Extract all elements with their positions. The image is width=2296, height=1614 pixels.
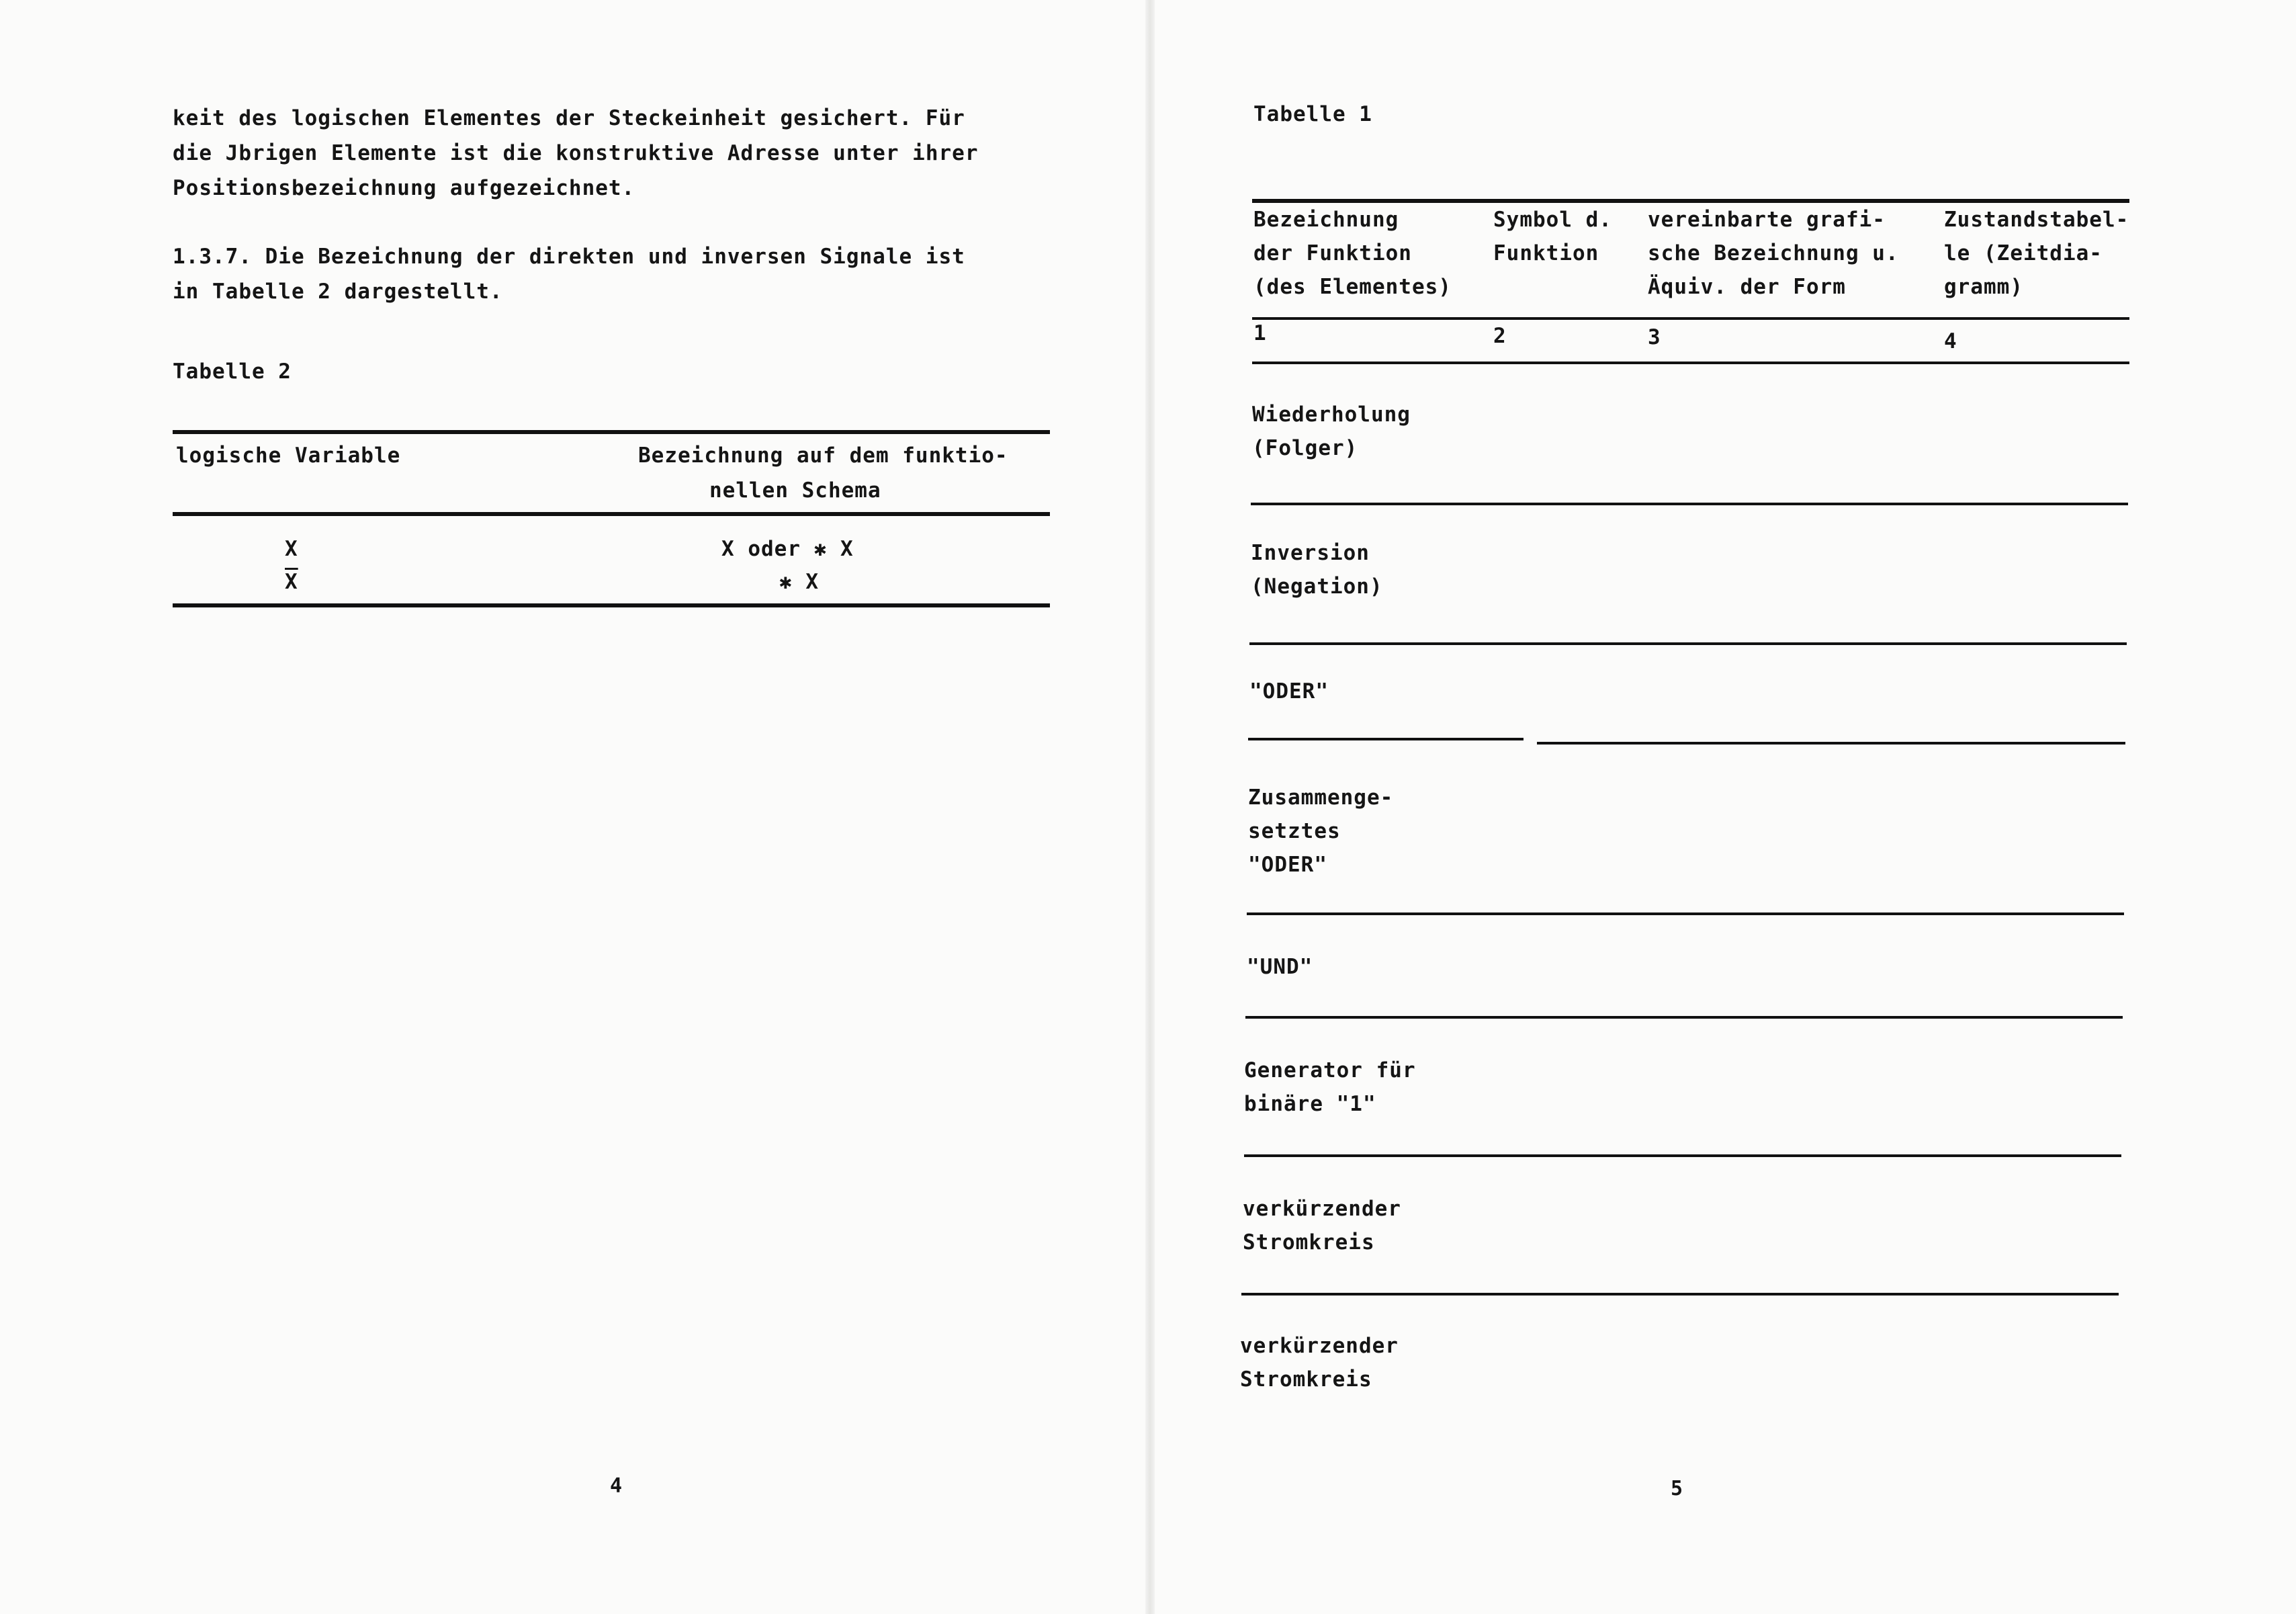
table1-header-designation: [1253, 203, 1452, 304]
table2-variable-inverse: $\overline{X}$: [285, 570, 298, 594]
function-name-compound-or: [1248, 781, 1393, 882]
header-line: Symbol d.: [1493, 208, 1612, 232]
table-rule: [1252, 317, 2129, 320]
text-line: 1.3.7. Die Bezeichnung der direkten und inversen Signale ist: [173, 245, 965, 269]
table2-caption: Tabelle 2: [173, 359, 292, 384]
function-name-generator: [1244, 1054, 1416, 1121]
column-number: 3: [1648, 325, 1661, 349]
function-line: Generator für: [1244, 1058, 1416, 1082]
table-rule: [173, 512, 1050, 516]
function-name-short-circuit: [1240, 1329, 1399, 1396]
function-line: verkürzender: [1243, 1197, 1401, 1221]
function-line: binäre "1": [1244, 1092, 1376, 1116]
function-line: Wiederholung: [1252, 402, 1411, 427]
function-line: "UND": [1247, 955, 1313, 979]
table1-header-symbol: [1493, 203, 1612, 270]
table1-header-state-table: [1944, 203, 2129, 304]
function-name-short-circuit: [1243, 1192, 1401, 1259]
text-line: die Jbrigen Elemente ist die konstruktive Adresse unter ihrer: [173, 141, 979, 165]
row-separator: [1251, 503, 2128, 505]
header-line: gramm): [1944, 275, 2023, 299]
table-rule: [173, 430, 1050, 434]
function-line: Inversion: [1251, 541, 1370, 565]
body-paragraph: [173, 101, 978, 206]
function-name-and: [1247, 950, 1313, 984]
header-line: Zustandstabel-: [1944, 208, 2129, 232]
table2-designation-inverse: ✱ X: [779, 570, 819, 594]
function-name-repeater: [1252, 398, 1411, 465]
header-line: sche Bezeichnung u.: [1648, 241, 1899, 265]
table-rule: [173, 603, 1050, 607]
header-line: der Funktion: [1253, 241, 1412, 265]
section-paragraph: [173, 239, 965, 309]
table2-variable-direct: X: [285, 537, 298, 561]
function-line: verkürzender: [1240, 1334, 1399, 1358]
header-line: Äquiv. der Form: [1648, 275, 1846, 299]
page-number: 5: [1671, 1477, 1684, 1500]
function-line: setztes: [1248, 819, 1341, 843]
text-line: Positionsbezeichnung aufgezeichnet.: [173, 176, 635, 200]
function-line: (Negation): [1251, 575, 1383, 599]
function-line: "ODER": [1249, 679, 1329, 704]
row-separator: [1245, 1016, 2123, 1019]
text-line: in Tabelle 2 dargestellt.: [173, 280, 503, 304]
table1-header-graphic: [1648, 203, 1899, 304]
page-number: 4: [610, 1474, 623, 1498]
table2-designation-direct: X oder ✱ X: [721, 537, 854, 561]
text-line: keit des logischen Elementes der Steckeinheit gesichert. Für: [173, 106, 965, 130]
table1-caption: Tabelle 1: [1253, 102, 1372, 126]
function-line: "ODER": [1248, 853, 1327, 877]
table-rule: [1252, 362, 2129, 364]
header-line: (des Elementes): [1253, 275, 1452, 299]
function-line: (Folger): [1252, 436, 1358, 460]
row-separator: [1249, 642, 2127, 645]
function-name-inversion: [1251, 536, 1383, 603]
table2-header-designation: Bezeichnung auf dem funktio-: [638, 443, 1008, 468]
table2-header-designation-cont: nellen Schema: [709, 478, 881, 503]
column-number: 2: [1493, 324, 1507, 348]
row-separator: [1241, 1293, 2119, 1296]
right-page: [1155, 0, 2296, 1614]
header-line: le (Zeitdia-: [1944, 241, 2103, 265]
header-line: vereinbarte grafi-: [1648, 208, 1886, 232]
row-separator: [1248, 738, 1524, 740]
row-separator: [1247, 912, 2124, 915]
column-number: 1: [1253, 321, 1267, 345]
function-name-or: [1249, 675, 1329, 708]
row-separator: [1537, 742, 2125, 745]
function-line: Stromkreis: [1240, 1367, 1372, 1392]
column-number: 4: [1944, 329, 1957, 353]
header-line: Funktion: [1493, 241, 1599, 265]
function-line: Stromkreis: [1243, 1230, 1375, 1255]
row-separator: [1244, 1154, 2121, 1157]
table2-header-variable: logische Variable: [176, 443, 401, 468]
function-line: Zusammenge-: [1248, 785, 1394, 810]
page-gutter: [1145, 0, 1155, 1614]
header-line: Bezeichnung: [1253, 208, 1399, 232]
left-page: [0, 0, 1145, 1614]
